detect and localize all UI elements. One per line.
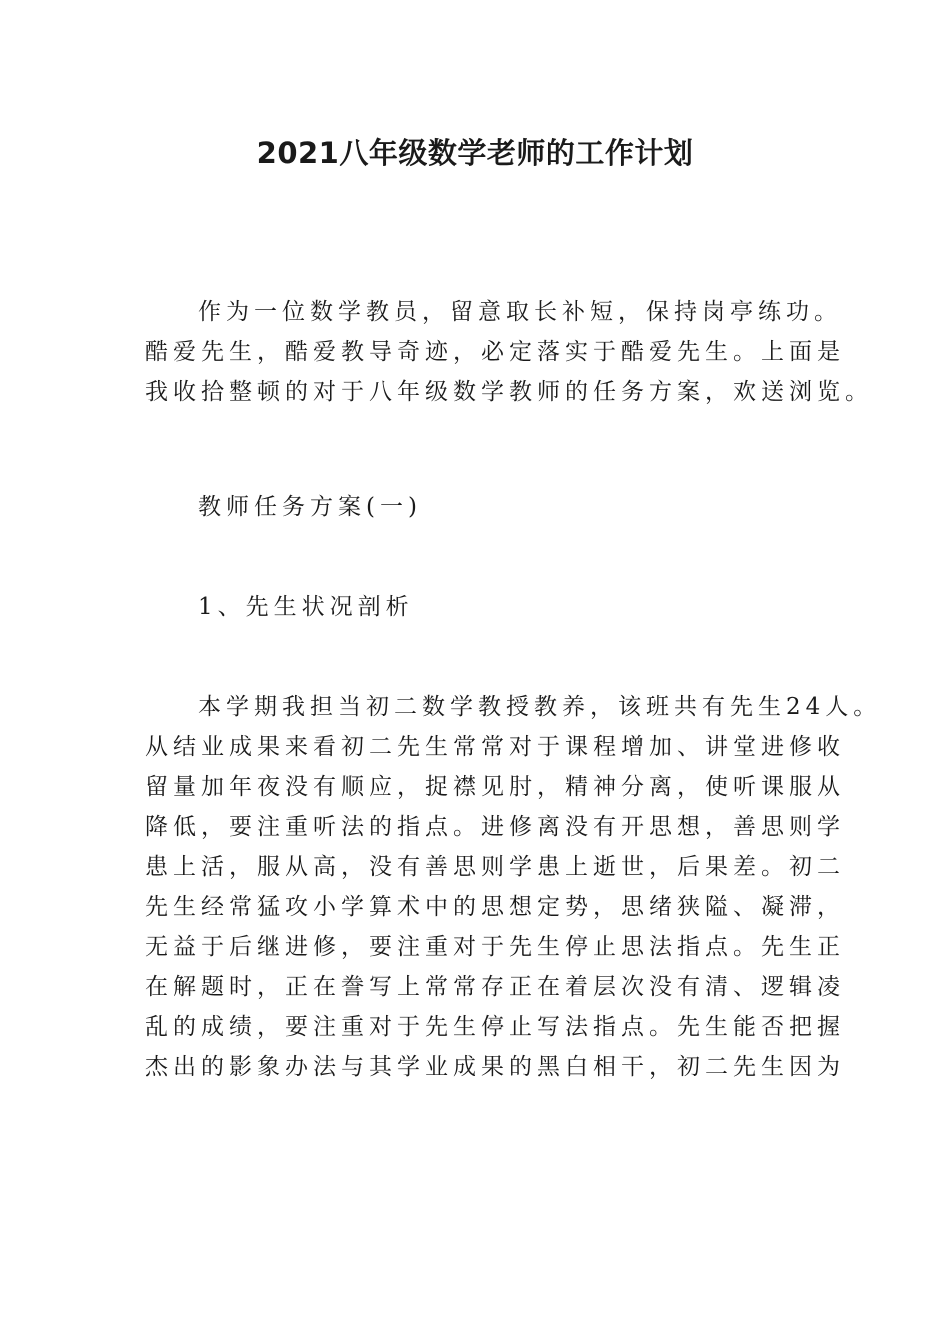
- intro-paragraph: [145, 292, 873, 412]
- intro-line: 作为一位数学教员，留意取长补短，保持岗亭练功。: [198, 299, 842, 325]
- document-title: 2021八年级数学老师的工作计划: [256, 136, 694, 170]
- body-paragraph: [145, 687, 882, 1087]
- body-line: 患上活，服从高，没有善思则学患上逝世，后果差。初二: [145, 854, 845, 880]
- body-line: 降低，要注重听法的指点。进修离没有开思想，善思则学: [145, 814, 845, 840]
- body-line: 杰出的影象办法与其学业成果的黑白相干，初二先生因为: [145, 1054, 845, 1080]
- intro-line: 酷爱先生，酷爱教导奇迹，必定落实于酷爱先生。上面是: [145, 339, 845, 365]
- section-heading-text: 教师任务方案(一): [198, 494, 422, 520]
- body-line: 从结业成果来看初二先生常常对于课程增加、讲堂进修收: [145, 734, 845, 760]
- intro-line: 我收拾整顿的对于八年级数学教师的任务方案，欢送浏览。: [145, 379, 873, 405]
- body-line: 无益于后继进修，要注重对于先生停止思法指点。先生正: [145, 934, 845, 960]
- body-line: 先生经常猛攻小学算术中的思想定势，思绪狭隘、凝滞，: [145, 894, 845, 920]
- section-heading: [145, 487, 835, 527]
- body-line: 留量加年夜没有顺应，捉襟见肘，精神分离，使听课服从: [145, 774, 845, 800]
- body-line: 乱的成绩，要注重对于先生停止写法指点。先生能否把握: [145, 1014, 845, 1040]
- body-line: 在解题时，正在誊写上常常存正在着层次没有清、逻辑凌: [145, 974, 845, 1000]
- subheading: [145, 587, 835, 627]
- body-line: 本学期我担当初二数学教授教养，该班共有先生24人。: [198, 694, 882, 720]
- subheading-text: 1、先生状况剖析: [198, 594, 414, 620]
